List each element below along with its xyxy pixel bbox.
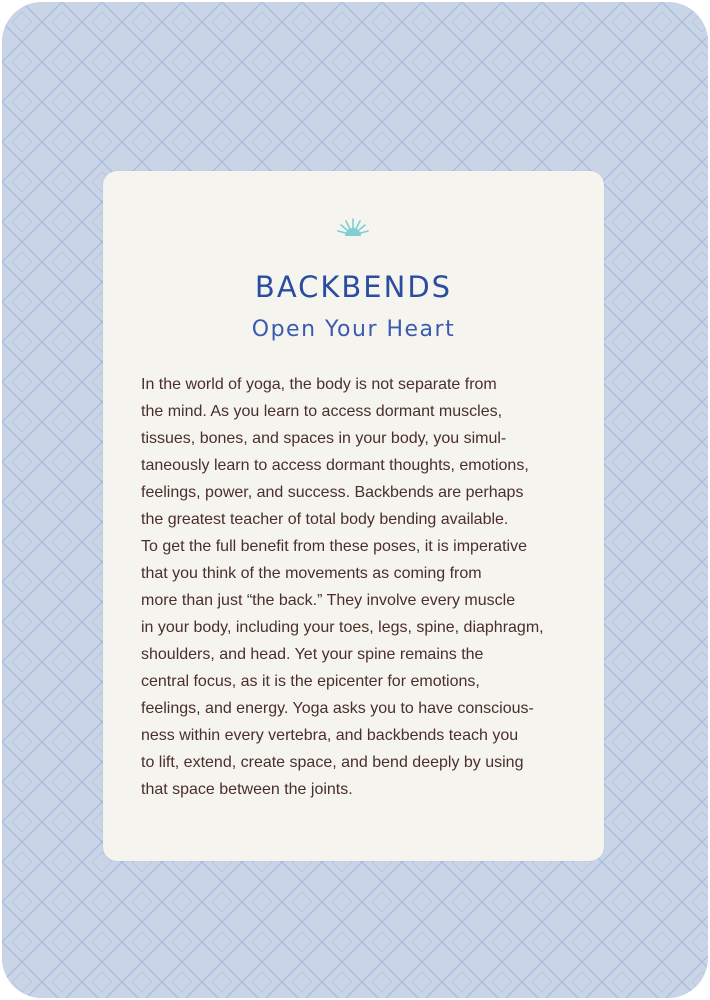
card-subtitle: Open Your Heart <box>251 317 456 342</box>
text-panel <box>103 171 604 861</box>
card-body-text: In the world of yoga, the body is not separate from the mind. As you learn to access dormant muscles, tissues, bones, and spaces in your body, you simul- taneously learn to access dormant thoughts, emotions, feelings, power, and success. Backbends are perhaps the greatest teacher of total body bending available. To get the full benefit from these poses, it is imperative that you think of the movements as coming from more than just “the back.” They involve every muscle in your body, including your toes, legs, spine, diaphragm, shoulders, and head. Yet your spine remains the central focus, as it is the epicenter for emotions, feelings, and energy. Yoga asks you to have conscious- ness within every vertebra, and backbends teach you to lift, extend, create space, and bend deeply by using that space between the joints. <box>141 376 544 798</box>
yoga-card <box>2 2 708 998</box>
rising-sun-icon <box>335 215 371 239</box>
card-title: BACKBENDS <box>254 270 453 304</box>
